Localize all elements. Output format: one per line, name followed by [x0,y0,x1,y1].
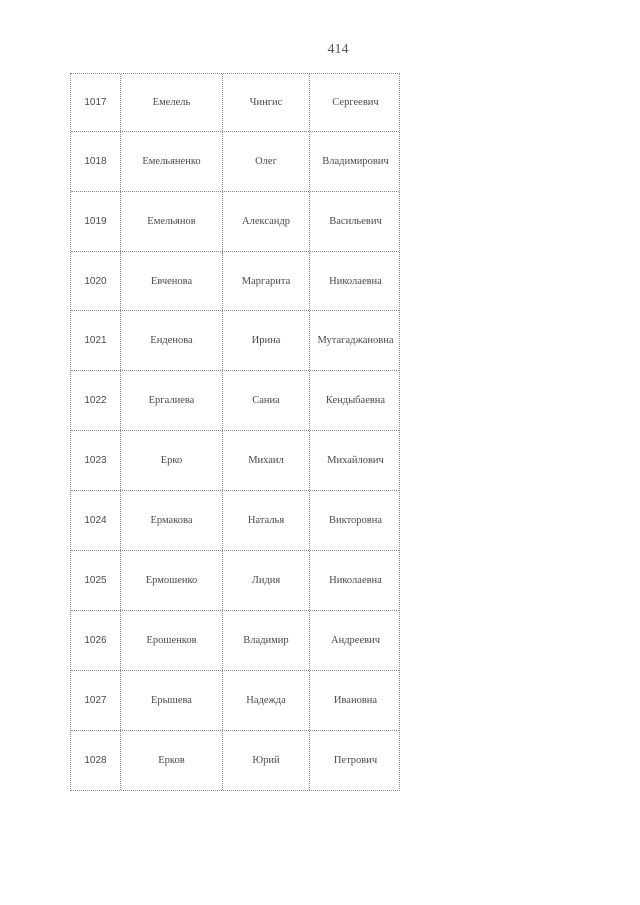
table-row [71,132,399,192]
surname: Ермошенко [121,551,223,610]
surname: Емельяненко [121,132,223,191]
surname: Ерышева [121,671,223,730]
surname: Ергалиева [121,371,223,430]
patronymic: Владимирович [322,156,389,167]
first-name: Владимир [223,611,310,670]
surname: Ермакова [121,491,223,550]
first-name: Саниа [223,371,310,430]
surname: Евченова [121,252,223,310]
first-name: Александр [223,192,310,251]
patronymic: Мутагаджановна [317,335,394,346]
row-number: 1021 [71,311,121,370]
first-name: Лидия [223,551,310,610]
first-name: Юрий [223,731,310,790]
patronymic: Викторовна [328,515,383,526]
first-name: Чингис [223,74,310,131]
table-row [71,192,399,252]
first-name: Олег [223,132,310,191]
patronymic: Васильевич [329,216,382,227]
row-number: 1025 [71,551,121,610]
table-row [71,671,399,731]
row-number: 1026 [71,611,121,670]
patronymic: Михайлович [327,455,384,466]
surname: Енденова [121,311,223,370]
surname: Ерко [121,431,223,490]
surname: Емельянов [121,192,223,251]
row-number: 1023 [71,431,121,490]
table-row [71,252,399,311]
row-number: 1028 [71,731,121,790]
table-row [71,371,399,431]
first-name: Маргарита [223,252,310,310]
row-number: 1020 [71,252,121,310]
table-row [71,311,399,371]
table-row [71,611,399,671]
names-table [70,73,400,791]
row-number: 1024 [71,491,121,550]
patronymic: Сергеевич [332,97,379,108]
row-number: 1027 [71,671,121,730]
first-name: Михаил [223,431,310,490]
row-number: 1019 [71,192,121,251]
row-number: 1022 [71,371,121,430]
first-name: Надежда [223,671,310,730]
patronymic: Кендыбаевна [325,395,386,406]
first-name: Наталья [223,491,310,550]
table-row [71,551,399,611]
table-row [71,74,399,132]
table-row [71,731,399,790]
row-number: 1018 [71,132,121,191]
patronymic: Николаевна [329,575,382,586]
patronymic: Николаевна [329,275,382,287]
surname: Емелель [121,74,223,131]
row-number: 1017 [71,74,121,131]
table-row [71,431,399,491]
surname: Ерков [121,731,223,790]
patronymic: Петрович [333,755,378,766]
patronymic: Андреевич [331,635,380,646]
first-name: Ирина [223,311,310,370]
surname: Ерошенков [121,611,223,670]
patronymic: Ивановна [333,695,378,706]
table-row [71,491,399,551]
page-number: 414 [327,42,349,57]
